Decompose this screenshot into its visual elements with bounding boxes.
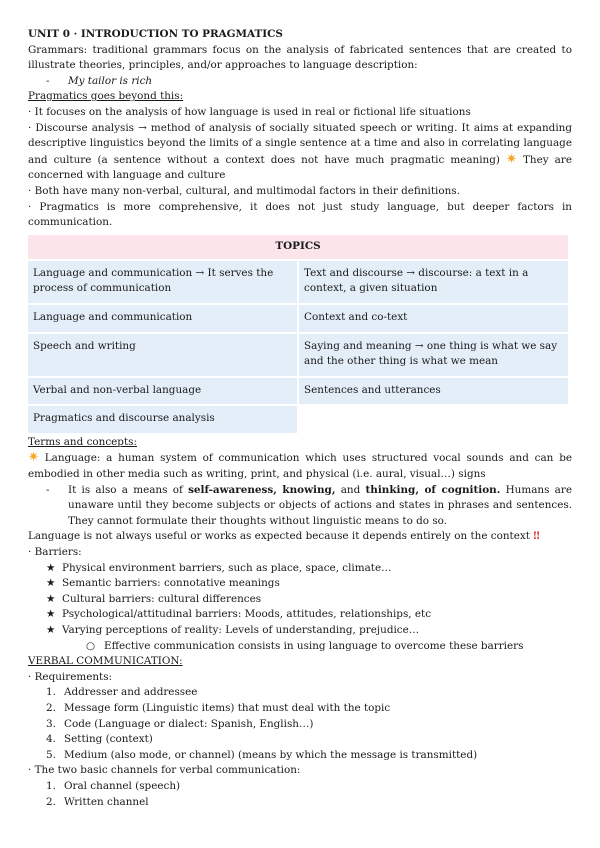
pragmatics-point: · Pragmatics is more comprehensive, it does not just study language, but deeper factors in communication.: [28, 200, 572, 231]
grammars-lead: Grammars:: [28, 43, 88, 56]
sub-text: and: [335, 483, 366, 496]
table-cell: Verbal and non-verbal language: [28, 378, 297, 405]
table-cell: Context and co-text: [299, 305, 568, 332]
table-cell: Pragmatics and discourse analysis: [28, 406, 297, 433]
grammars-paragraph: [28, 43, 572, 74]
list-item-text: Cultural barriers: cultural differences: [62, 592, 262, 605]
topics-header: TOPICS: [28, 235, 568, 259]
star-bullet-icon: ★: [46, 592, 56, 605]
list-item-text: Message form (Linguistic items) that must deal with the topic: [64, 701, 391, 714]
barriers-list: [28, 561, 572, 639]
list-item: 2. Written channel: [46, 795, 572, 811]
language-text: a human system of communication which uses structured vocal sounds and can be embodied in other media such as writing, print, and physical (i.e. aural, visual…) signs: [28, 452, 572, 481]
sub-text: It is also a means of: [68, 483, 189, 496]
table-cell: Text and discourse → discourse: a text in a context, a given situation: [299, 261, 568, 303]
list-item-text: Physical environment barriers, such as place, space, climate…: [62, 561, 392, 574]
sub-bold: self-awareness, knowing,: [188, 483, 336, 496]
list-item: 4. Setting (context): [46, 732, 572, 748]
list-item-text: Addresser and addressee: [64, 686, 198, 699]
list-item: [46, 623, 572, 639]
star-bullet-icon: ★: [46, 561, 56, 574]
list-item: [46, 592, 572, 608]
barriers-subitem: [28, 639, 572, 655]
table-cell: Language and communication: [28, 305, 297, 332]
list-item: [46, 561, 572, 577]
table-row: [28, 378, 568, 405]
list-item: 2. Message form (Linguistic items) that must deal with the topic: [46, 701, 572, 717]
requirements-list: [28, 685, 572, 763]
sparkle-icon: ✷: [506, 151, 517, 167]
star-bullet-icon: ★: [46, 624, 56, 636]
table-cell: Saying and meaning → one thing is what we say and the other thing is what we mean: [299, 334, 568, 376]
context-note: [28, 529, 572, 545]
table-row: [28, 334, 568, 376]
double-exclamation-icon: ‼: [533, 530, 540, 543]
example-item: - My tailor is rich: [28, 74, 572, 90]
context-note-text: Language is not always useful or works as expected because it depends entirely on the context: [28, 530, 530, 543]
list-item: [46, 607, 572, 623]
example-text: My tailor is rich: [68, 74, 153, 87]
pragmatics-point: [28, 121, 572, 184]
list-item-text: Setting (context): [64, 733, 153, 746]
table-row: [28, 261, 568, 303]
pragmatics-point: · It focuses on the analysis of how language is used in real or fictional life situations: [28, 105, 572, 121]
channels-list: [28, 779, 572, 810]
language-definition: [28, 450, 572, 482]
table-cell: Sentences and utterances: [299, 378, 568, 405]
channels-label: · The two basic channels for verbal communication:: [28, 763, 572, 779]
language-lead: Language:: [44, 452, 101, 465]
pragmatics-heading: Pragmatics goes beyond this:: [28, 90, 184, 103]
page-title: UNIT 0 · INTRODUCTION TO PRAGMATICS: [28, 28, 283, 40]
terms-heading: Terms and concepts:: [28, 435, 137, 448]
list-item-text: Code (Language or dialect: Spanish, English…): [64, 717, 314, 730]
list-item: 3. Code (Language or dialect: Spanish, English…): [46, 717, 572, 733]
pragmatics-point: · Both have many non-verbal, cultural, and multimodal factors in their definitions.: [28, 184, 572, 200]
requirements-label: · Requirements:: [28, 670, 572, 686]
list-item-text: Varying perceptions of reality: Levels of understanding, prejudice…: [62, 624, 420, 636]
list-item-text: Oral channel (speech): [64, 779, 181, 792]
list-item-text: Medium (also mode, or channel) (means by which the message is transmitted): [64, 748, 478, 761]
sparkle-icon: ✷: [28, 450, 39, 466]
sub-text: Humans are unaware until they become subjects or objects of actions and states in phrases and sentences. They cannot formulate their thoughts without linguistic means to do so.: [68, 483, 572, 527]
list-item: [46, 576, 572, 592]
star-bullet-icon: ★: [46, 608, 56, 621]
verbal-heading: VERBAL COMMUNICATION:: [28, 655, 183, 668]
list-item-text: Written channel: [64, 795, 149, 808]
table-cell: Language and communication → It serves the process of communication: [28, 261, 297, 303]
list-item: 1. Oral channel (speech): [46, 779, 572, 795]
list-item-text: Psychological/attitudinal barriers: Moods, attitudes, relationships, etc: [62, 608, 432, 621]
grammars-text: traditional grammars focus on the analysis of fabricated sentences that are created to illustrate theories, principles, and/or approaches to language description:: [28, 43, 572, 72]
language-subitem: - It is also a means of self-awareness, knowing, and thinking, of cognition. Humans are unaware until they become subjects or objects of actions and states in phrases and sentences. They cannot formulate their thoughts without linguistic means to do so.: [46, 483, 572, 527]
table-cell-empty: [299, 406, 568, 433]
list-item-text: Semantic barriers: connotative meanings: [62, 577, 280, 590]
list-item: 1. Addresser and addressee: [46, 685, 572, 701]
pragmatics-point-text: They are concerned with language and culture: [28, 153, 572, 182]
topics-table: [26, 233, 570, 435]
barriers-subitem-text: Effective communication consists in using language to overcome these barriers: [104, 639, 524, 652]
list-item: 5. Medium (also mode, or channel) (means by which the message is transmitted): [46, 748, 572, 764]
circle-bullet-icon: ○: [86, 639, 96, 652]
document-page: [28, 27, 572, 810]
sub-bold: thinking, of cognition.: [365, 483, 501, 496]
barriers-label: · Barriers:: [28, 545, 572, 561]
table-row: [28, 305, 568, 332]
table-cell: Speech and writing: [28, 334, 297, 376]
pragmatics-point-text: Discourse analysis → method of analysis of socially situated speech or writing. It aims at expanding descriptive linguistics beyond the limits of a single sentence at a time and also in correlating language and culture (a sentence without a context does not have much pragmatic meaning): [28, 121, 573, 166]
table-row: [28, 406, 568, 433]
star-bullet-icon: ★: [46, 577, 56, 590]
